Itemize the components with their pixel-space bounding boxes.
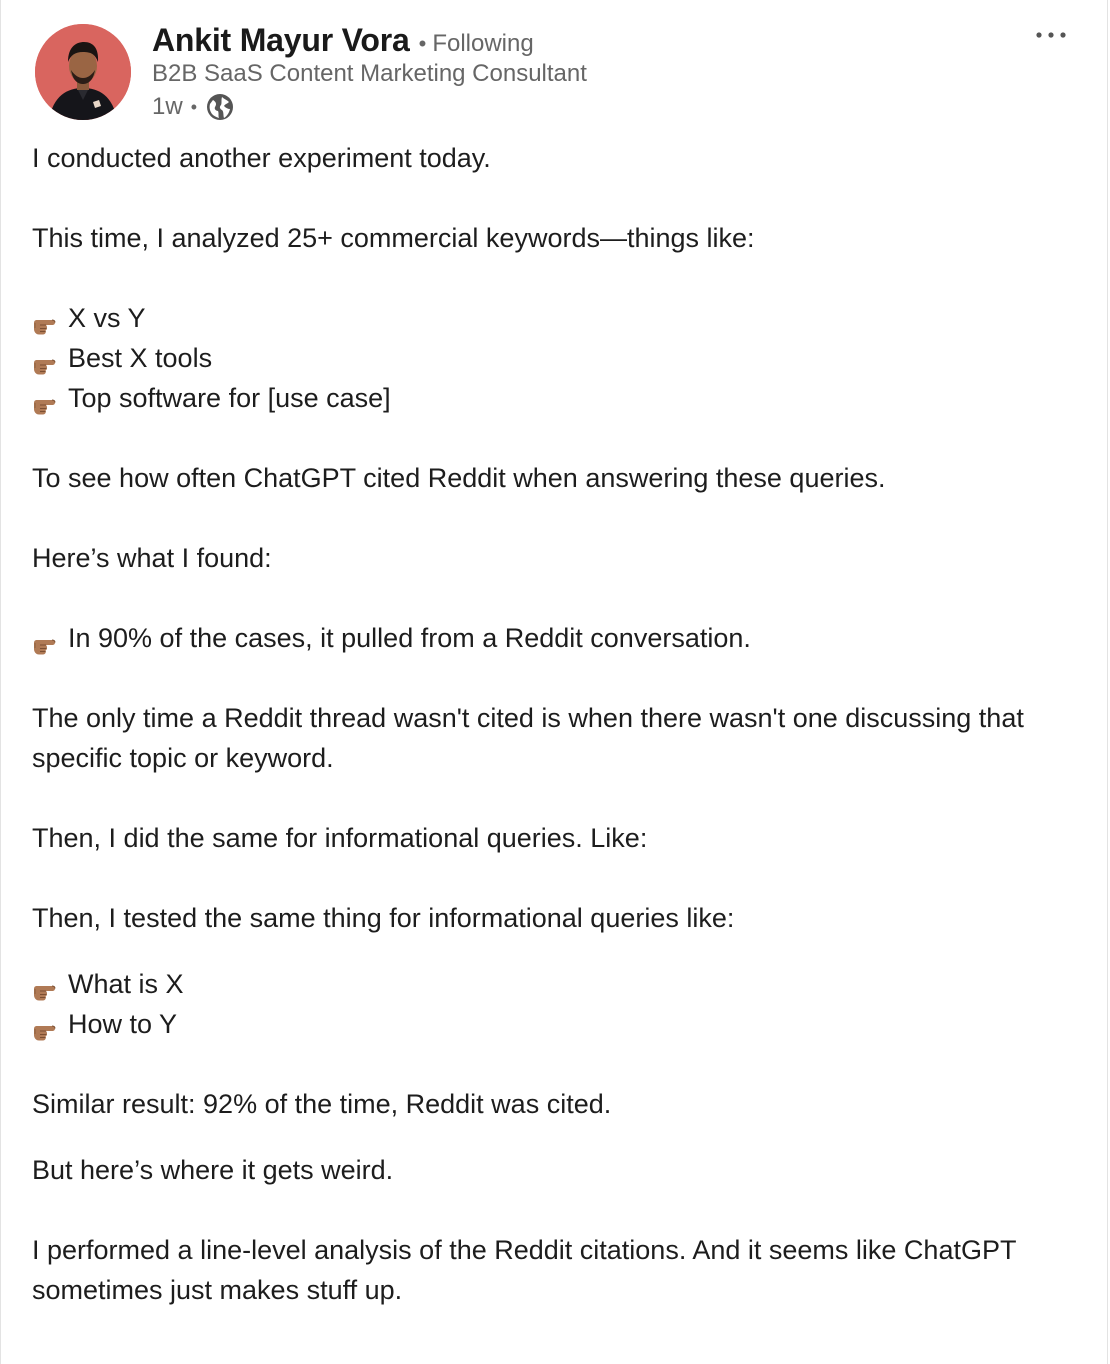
post-body bbox=[32, 138, 1072, 1350]
author-headline: B2B SaaS Content Marketing Consultant bbox=[152, 60, 587, 87]
author-name[interactable]: Ankit Mayur Vora bbox=[152, 22, 410, 58]
bullet-list bbox=[32, 618, 1072, 658]
paragraph: Similar result: 92% of the time, Reddit was cited. bbox=[32, 1089, 612, 1119]
separator-dot: • bbox=[190, 96, 197, 117]
list-item-text: Best X tools bbox=[68, 343, 213, 373]
pointing-hand-icon bbox=[32, 627, 62, 649]
list-item-text: What is X bbox=[68, 969, 184, 999]
separator-dot: • bbox=[418, 31, 427, 56]
paragraph: Here’s what I found: bbox=[32, 543, 272, 573]
pointing-hand-icon bbox=[32, 973, 62, 995]
list-item bbox=[32, 378, 1072, 418]
list-item-text: How to Y bbox=[68, 1009, 178, 1039]
pointing-hand-icon bbox=[32, 387, 62, 409]
bullet-list bbox=[32, 298, 1072, 418]
list-item-text: In 90% of the cases, it pulled from a Reddit conversation. bbox=[68, 623, 751, 653]
follow-status[interactable]: Following bbox=[432, 30, 534, 57]
author-name-row bbox=[152, 22, 534, 59]
list-item bbox=[32, 338, 1072, 378]
paragraph: To see how often ChatGPT cited Reddit when answering these queries. bbox=[32, 463, 886, 493]
list-item bbox=[32, 964, 1072, 1004]
paragraph: I performed a line-level analysis of the Reddit citations. And it seems like ChatGPT sometimes just makes stuff up. bbox=[32, 1235, 1016, 1305]
posted-time[interactable]: 1w bbox=[152, 93, 183, 120]
post-header bbox=[1, 0, 1107, 130]
list-item bbox=[32, 298, 1072, 338]
bullet-list bbox=[32, 964, 1072, 1044]
paragraph: But here’s where it gets weird. bbox=[32, 1155, 394, 1185]
pointing-hand-icon bbox=[32, 307, 62, 329]
paragraph: This time, I analyzed 25+ commercial keywords—things like: bbox=[32, 223, 755, 253]
paragraph: Then, I tested the same thing for informational queries like: bbox=[32, 903, 735, 933]
paragraph: Then, I did the same for informational queries. Like: bbox=[32, 823, 648, 853]
list-item-text: Top software for [use case] bbox=[68, 383, 391, 413]
pointing-hand-icon bbox=[32, 347, 62, 369]
post-meta bbox=[152, 92, 235, 122]
paragraph: The only time a Reddit thread wasn't cited is when there wasn't one discussing that specific topic or keyword. bbox=[32, 703, 1024, 773]
list-item bbox=[32, 618, 1072, 658]
paragraph: I conducted another experiment today. bbox=[32, 143, 491, 173]
avatar-photo bbox=[35, 24, 131, 120]
list-item bbox=[32, 1004, 1072, 1044]
list-item-text: X vs Y bbox=[68, 303, 146, 333]
pointing-hand-icon bbox=[32, 1013, 62, 1035]
avatar[interactable] bbox=[35, 24, 131, 120]
globe-icon bbox=[205, 92, 235, 122]
more-options-icon[interactable] bbox=[1031, 20, 1071, 50]
